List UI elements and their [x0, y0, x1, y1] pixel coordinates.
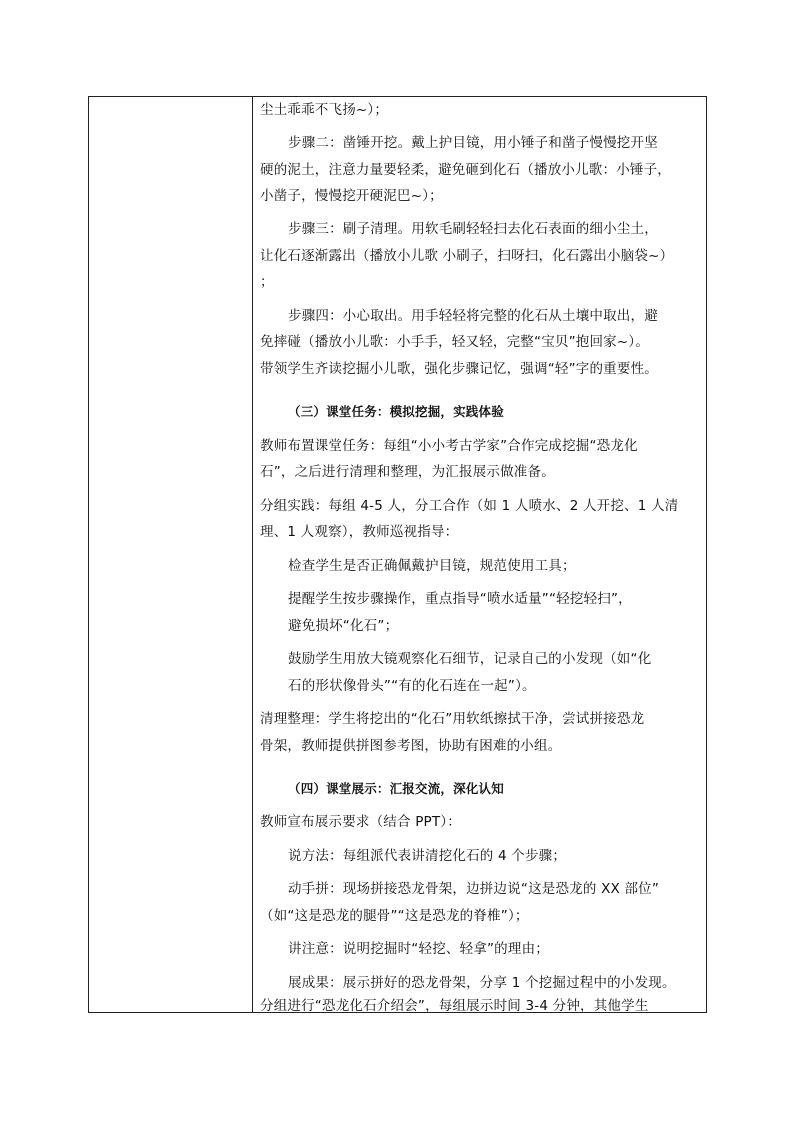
text-line: 硬的泥土，注意力量要轻柔，避免砸到化石（播放小儿歌：小锤子，: [260, 162, 671, 178]
column-divider: [252, 97, 253, 1012]
text-line: 免摔碰（播放小儿歌：小手手，轻又轻，完整“宝贝”抱回家~）。: [260, 334, 650, 350]
text-line: 展成果：展示拼好的恐龙骨架，分享 1 个挖掘过程中的小发现。: [288, 975, 676, 991]
text-line: 说方法：每组派代表讲清挖化石的 4 个步骤；: [288, 848, 567, 864]
text-line: ；: [260, 274, 274, 290]
text-line: 骨架，教师提供拼图参考图，协助有困难的小组。: [260, 738, 562, 754]
text-line: 步骤三：刷子清理。用软毛刷轻轻扫去化石表面的细小尘土，: [288, 221, 658, 237]
text-line: 动手拼：现场拼接恐龙骨架，边拼边说“这是恐龙的 XX 部位”: [288, 881, 660, 897]
section-heading-4: （四）课堂展示：汇报交流，深化认知: [288, 781, 504, 796]
text-line: 检查学生是否正确佩戴护目镜，规范使用工具；: [288, 558, 576, 574]
lesson-plan-table: [88, 96, 707, 1013]
text-line: 理、1 人观察），教师巡视指导：: [260, 524, 459, 540]
text-line: 步骤二：凿锤开挖。戴上护目镜，用小锤子和凿子慢慢挖开坚: [288, 135, 658, 151]
text-line: 教师宣布展示要求（结合 PPT）：: [260, 814, 461, 830]
text-line: 教师布置课堂任务：每组“小小考古学家”合作完成挖掘“恐龙化: [260, 438, 638, 454]
text-line: （如“这是恐龙的腿骨”“这是恐龙的脊椎”）；: [260, 908, 529, 924]
text-line: 避免损坏“化石”；: [288, 618, 399, 634]
text-line: 讲注意：说明挖掘时“轻挖、轻拿”的理由；: [288, 941, 549, 957]
text-line: 石的形状像骨头”“有的化石连在一起”）。: [288, 678, 536, 694]
text-line: 带领学生齐读挖掘小儿歌，强化步骤记忆，强调“轻”字的重要性。: [260, 361, 658, 377]
text-line: 石”，之后进行清理和整理，为汇报展示做准备。: [260, 464, 555, 480]
text-line: 小凿子，慢慢挖开硬泥巴~）；: [260, 188, 443, 204]
text-line: 尘土乖乖不飞扬~）；: [260, 102, 389, 118]
text-line: 分组进行“恐龙化石介绍会”，每组展示时间 3-4 分钟，其他学生: [260, 998, 649, 1014]
text-line: 提醒学生按步骤操作，重点指导“喷水适量”“轻挖轻扫”，: [288, 591, 632, 607]
text-line: 鼓励学生用放大镜观察化石细节，记录自己的小发现（如“化: [288, 651, 652, 667]
text-line: 分组实践：每组 4-5 人，分工合作（如 1 人喷水、2 人开挖、1 人清: [260, 498, 679, 514]
section-heading-3: （三）课堂任务：模拟挖掘，实践体验: [288, 404, 504, 419]
text-line: 让化石逐渐露出（播放小儿歌 小刷子，扫呀扫，化石露出小脑袋~）: [260, 248, 674, 264]
text-line: 清理整理：学生将挖出的“化石”用软纸擦拭干净，尝试拼接恐龙: [260, 711, 645, 727]
text-line: 步骤四：小心取出。用手轻轻将完整的化石从土壤中取出，避: [288, 308, 658, 324]
